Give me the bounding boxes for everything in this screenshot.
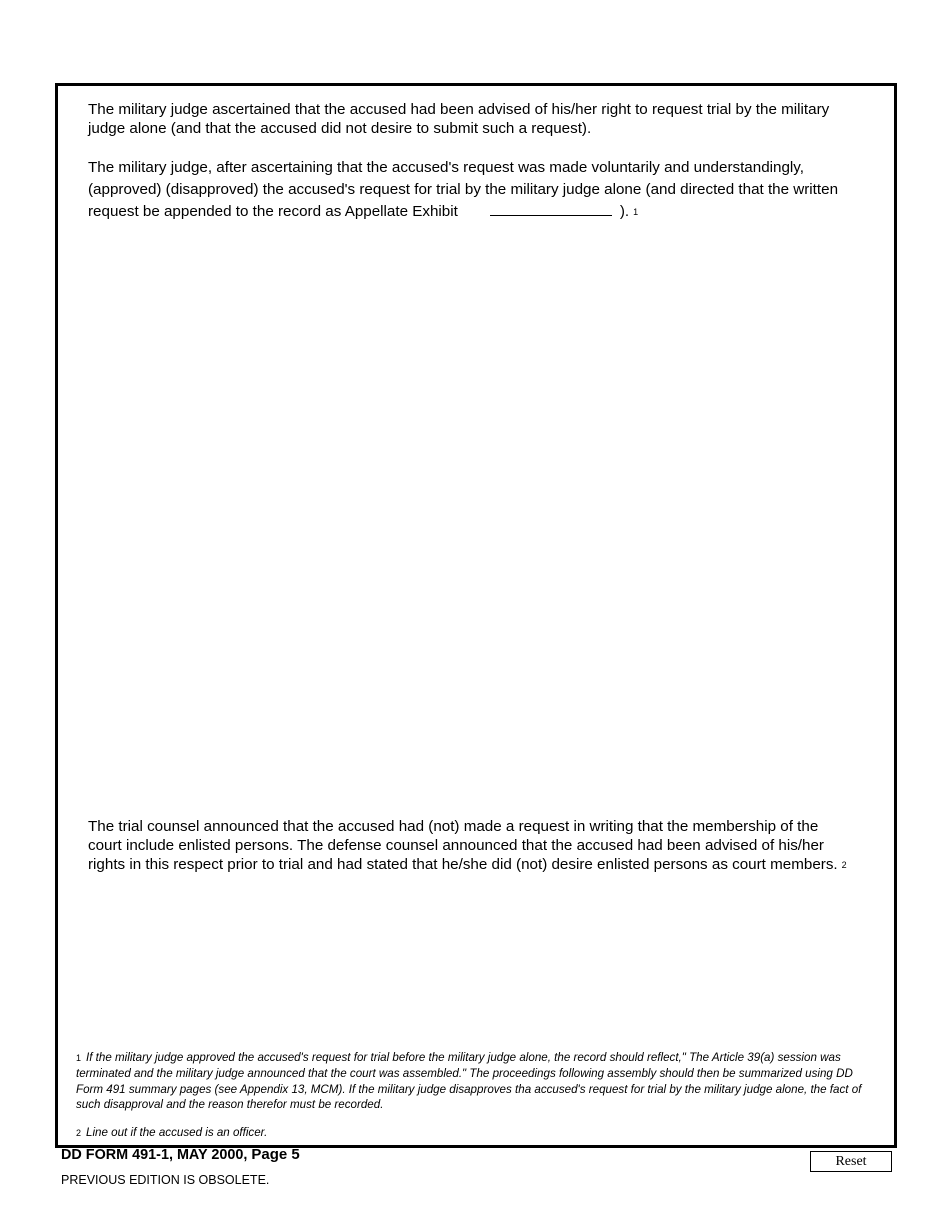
footnote-2	[76, 1125, 866, 1141]
paragraph-close: ).	[619, 203, 630, 220]
footnote-2-number: 2	[76, 1128, 82, 1138]
footnote-ref-1: 1	[633, 207, 639, 217]
obsolete-notice: PREVIOUS EDITION IS OBSOLETE.	[61, 1173, 270, 1187]
footnote-1-text: If the military judge approved the accused's request for trial before the military judge alone, the record should reflect," The Article 39(a) session was terminated and the military judge announced that the court was assembled." The proceedings following assembly should then be summarized using DD Form 491 summary pages (see Appendix 13, MCM). If the military judge disapproves tha accused's request for trial by the military judge alone, the fact of such disapproval and the reason therefor must be recorded.	[76, 1051, 862, 1111]
paragraph-judge-request-text: The military judge, after ascertaining that the accused's request was made voluntarily and understandingly, (approved) (disapproved) the accused's request for trial by the military judge alone (and directed that the written request be appended to the record as Appellate Exhibit	[88, 159, 839, 220]
paragraph-enlisted-members-text: The trial counsel announced that the accused had (not) made a request in writing that the membership of the court include enlisted persons. The defense counsel announced that the accused had been advised of his/her rights in this respect prior to trial and had stated that he/she did (not) desire enlisted persons as court members.	[88, 818, 838, 873]
form-id-text: DD FORM 491-1, MAY 2000,	[61, 1147, 248, 1163]
footnote-ref-2: 2	[841, 860, 847, 870]
paragraph-judge-request	[88, 157, 848, 224]
reset-button[interactable]: Reset	[810, 1151, 892, 1172]
form-identifier	[61, 1146, 300, 1163]
footnote-1-number: 1	[76, 1053, 82, 1063]
page-number: Page 5	[251, 1146, 300, 1163]
form-border	[55, 83, 897, 1148]
footnote-2-text: Line out if the accused is an officer.	[86, 1126, 268, 1139]
appellate-exhibit-field[interactable]	[490, 201, 612, 216]
paragraph-enlisted-members	[88, 817, 848, 876]
paragraph-judge-advised: The military judge ascertained that the accused had been advised of his/her right to request trial by the military judge alone (and that the accused did not desire to submit such a request).	[88, 101, 830, 137]
footnote-1	[76, 1050, 866, 1112]
